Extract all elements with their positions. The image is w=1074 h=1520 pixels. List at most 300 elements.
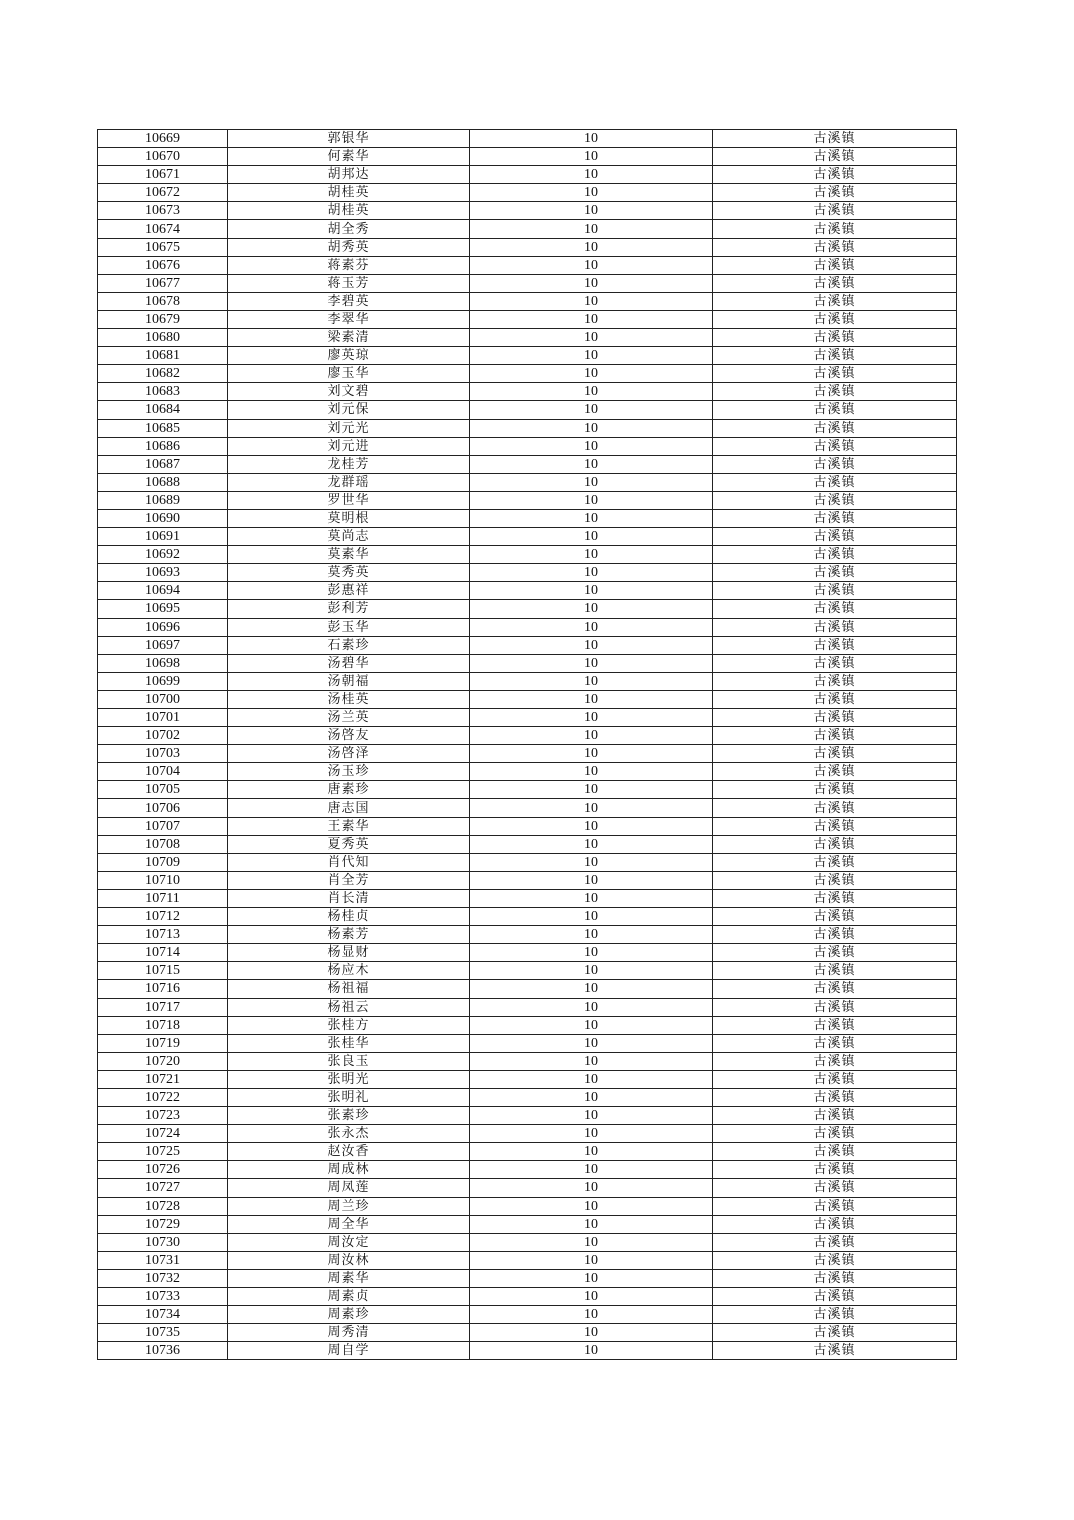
town-cell: 古溪镇 — [713, 491, 957, 509]
table-row — [98, 1233, 957, 1251]
person-name-cell: 莫素华 — [228, 546, 470, 564]
person-name-cell: 周自学 — [228, 1342, 470, 1360]
row-id-cell: 10701 — [98, 709, 228, 727]
person-name-cell: 王素华 — [228, 817, 470, 835]
person-name-cell: 汤玉珍 — [228, 763, 470, 781]
amount-cell: 10 — [470, 871, 713, 889]
table-row — [98, 1143, 957, 1161]
person-name-cell: 张良玉 — [228, 1052, 470, 1070]
table-row — [98, 1342, 957, 1360]
table-row — [98, 455, 957, 473]
amount-cell: 10 — [470, 256, 713, 274]
amount-cell: 10 — [470, 1107, 713, 1125]
table-row — [98, 853, 957, 871]
person-name-cell: 胡全秀 — [228, 220, 470, 238]
amount-cell: 10 — [470, 437, 713, 455]
amount-cell: 10 — [470, 184, 713, 202]
person-name-cell: 张素珍 — [228, 1107, 470, 1125]
table-row — [98, 148, 957, 166]
town-cell: 古溪镇 — [713, 202, 957, 220]
person-name-cell: 周兰珍 — [228, 1197, 470, 1215]
person-name-cell: 李翠华 — [228, 310, 470, 328]
table-row — [98, 745, 957, 763]
table-row — [98, 1070, 957, 1088]
amount-cell: 10 — [470, 1052, 713, 1070]
town-cell: 古溪镇 — [713, 853, 957, 871]
person-name-cell: 胡桂英 — [228, 184, 470, 202]
amount-cell: 10 — [470, 130, 713, 148]
town-cell: 古溪镇 — [713, 871, 957, 889]
amount-cell: 10 — [470, 1034, 713, 1052]
table-row — [98, 491, 957, 509]
town-cell: 古溪镇 — [713, 636, 957, 654]
town-cell: 古溪镇 — [713, 1269, 957, 1287]
amount-cell: 10 — [470, 690, 713, 708]
amount-cell: 10 — [470, 347, 713, 365]
person-name-cell: 杨显财 — [228, 944, 470, 962]
town-cell: 古溪镇 — [713, 1034, 957, 1052]
row-id-cell: 10728 — [98, 1197, 228, 1215]
town-cell: 古溪镇 — [713, 473, 957, 491]
table-row — [98, 835, 957, 853]
table-row — [98, 437, 957, 455]
amount-cell: 10 — [470, 1288, 713, 1306]
table-row — [98, 709, 957, 727]
town-cell: 古溪镇 — [713, 437, 957, 455]
row-id-cell: 10730 — [98, 1233, 228, 1251]
amount-cell: 10 — [470, 455, 713, 473]
amount-cell: 10 — [470, 1161, 713, 1179]
table-row — [98, 401, 957, 419]
amount-cell: 10 — [470, 582, 713, 600]
amount-cell: 10 — [470, 944, 713, 962]
amount-cell: 10 — [470, 1324, 713, 1342]
row-id-cell: 10670 — [98, 148, 228, 166]
town-cell: 古溪镇 — [713, 980, 957, 998]
row-id-cell: 10696 — [98, 618, 228, 636]
person-name-cell: 刘元光 — [228, 419, 470, 437]
town-cell: 古溪镇 — [713, 238, 957, 256]
town-cell: 古溪镇 — [713, 1324, 957, 1342]
town-cell: 古溪镇 — [713, 365, 957, 383]
person-name-cell: 何素华 — [228, 148, 470, 166]
town-cell: 古溪镇 — [713, 347, 957, 365]
town-cell: 古溪镇 — [713, 564, 957, 582]
amount-cell: 10 — [470, 1197, 713, 1215]
row-id-cell: 10723 — [98, 1107, 228, 1125]
person-name-cell: 胡秀英 — [228, 238, 470, 256]
row-id-cell: 10697 — [98, 636, 228, 654]
amount-cell: 10 — [470, 835, 713, 853]
row-id-cell: 10718 — [98, 1016, 228, 1034]
town-cell: 古溪镇 — [713, 292, 957, 310]
person-name-cell: 张桂方 — [228, 1016, 470, 1034]
person-name-cell: 彭玉华 — [228, 618, 470, 636]
town-cell: 古溪镇 — [713, 1179, 957, 1197]
table-row — [98, 1215, 957, 1233]
row-id-cell: 10681 — [98, 347, 228, 365]
person-name-cell: 胡邦达 — [228, 166, 470, 184]
person-name-cell: 肖全芳 — [228, 871, 470, 889]
row-id-cell: 10721 — [98, 1070, 228, 1088]
row-id-cell: 10704 — [98, 763, 228, 781]
person-name-cell: 汤碧华 — [228, 654, 470, 672]
table-row — [98, 690, 957, 708]
town-cell: 古溪镇 — [713, 401, 957, 419]
town-cell: 古溪镇 — [713, 889, 957, 907]
table-row — [98, 347, 957, 365]
table-row — [98, 528, 957, 546]
person-name-cell: 肖长清 — [228, 889, 470, 907]
row-id-cell: 10712 — [98, 908, 228, 926]
table-row — [98, 310, 957, 328]
table-row — [98, 546, 957, 564]
table-row — [98, 1107, 957, 1125]
person-name-cell: 杨应木 — [228, 962, 470, 980]
person-name-cell: 张桂华 — [228, 1034, 470, 1052]
town-cell: 古溪镇 — [713, 1288, 957, 1306]
table-row — [98, 1197, 957, 1215]
row-id-cell: 10679 — [98, 310, 228, 328]
row-id-cell: 10722 — [98, 1088, 228, 1106]
table-row — [98, 1288, 957, 1306]
row-id-cell: 10684 — [98, 401, 228, 419]
town-cell: 古溪镇 — [713, 256, 957, 274]
person-name-cell: 龙桂芳 — [228, 455, 470, 473]
row-id-cell: 10682 — [98, 365, 228, 383]
table-row — [98, 1088, 957, 1106]
town-cell: 古溪镇 — [713, 1107, 957, 1125]
town-cell: 古溪镇 — [713, 600, 957, 618]
table-row — [98, 582, 957, 600]
row-id-cell: 10716 — [98, 980, 228, 998]
row-id-cell: 10731 — [98, 1251, 228, 1269]
amount-cell: 10 — [470, 1125, 713, 1143]
amount-cell: 10 — [470, 401, 713, 419]
town-cell: 古溪镇 — [713, 1233, 957, 1251]
amount-cell: 10 — [470, 745, 713, 763]
person-name-cell: 唐志国 — [228, 799, 470, 817]
row-id-cell: 10708 — [98, 835, 228, 853]
row-id-cell: 10736 — [98, 1342, 228, 1360]
row-id-cell: 10698 — [98, 654, 228, 672]
table-row — [98, 1251, 957, 1269]
person-name-cell: 刘元保 — [228, 401, 470, 419]
row-id-cell: 10694 — [98, 582, 228, 600]
table-row — [98, 763, 957, 781]
amount-cell: 10 — [470, 274, 713, 292]
amount-cell: 10 — [470, 509, 713, 527]
person-name-cell: 汤啓泽 — [228, 745, 470, 763]
row-id-cell: 10672 — [98, 184, 228, 202]
amount-cell: 10 — [470, 817, 713, 835]
table-row — [98, 600, 957, 618]
amount-cell: 10 — [470, 618, 713, 636]
table-row — [98, 1269, 957, 1287]
amount-cell: 10 — [470, 148, 713, 166]
table-row — [98, 1052, 957, 1070]
person-name-cell: 汤朝福 — [228, 672, 470, 690]
table-row — [98, 238, 957, 256]
row-id-cell: 10700 — [98, 690, 228, 708]
town-cell: 古溪镇 — [713, 618, 957, 636]
amount-cell: 10 — [470, 727, 713, 745]
person-name-cell: 莫秀英 — [228, 564, 470, 582]
town-cell: 古溪镇 — [713, 1088, 957, 1106]
table-row — [98, 329, 957, 347]
row-id-cell: 10720 — [98, 1052, 228, 1070]
person-name-cell: 梁素清 — [228, 329, 470, 347]
row-id-cell: 10686 — [98, 437, 228, 455]
table-row — [98, 799, 957, 817]
amount-cell: 10 — [470, 310, 713, 328]
person-name-cell: 罗世华 — [228, 491, 470, 509]
table-row — [98, 672, 957, 690]
row-id-cell: 10685 — [98, 419, 228, 437]
row-id-cell: 10715 — [98, 962, 228, 980]
table-row — [98, 908, 957, 926]
row-id-cell: 10692 — [98, 546, 228, 564]
table-row — [98, 383, 957, 401]
person-name-cell: 李碧英 — [228, 292, 470, 310]
town-cell: 古溪镇 — [713, 690, 957, 708]
amount-cell: 10 — [470, 238, 713, 256]
table-row — [98, 1306, 957, 1324]
row-id-cell: 10678 — [98, 292, 228, 310]
row-id-cell: 10675 — [98, 238, 228, 256]
amount-cell: 10 — [470, 1251, 713, 1269]
town-cell: 古溪镇 — [713, 1161, 957, 1179]
amount-cell: 10 — [470, 365, 713, 383]
person-name-cell: 周全华 — [228, 1215, 470, 1233]
person-name-cell: 龙群瑶 — [228, 473, 470, 491]
amount-cell: 10 — [470, 962, 713, 980]
amount-cell: 10 — [470, 329, 713, 347]
town-cell: 古溪镇 — [713, 1197, 957, 1215]
table-row — [98, 256, 957, 274]
town-cell: 古溪镇 — [713, 130, 957, 148]
town-cell: 古溪镇 — [713, 709, 957, 727]
row-id-cell: 10711 — [98, 889, 228, 907]
table-row — [98, 889, 957, 907]
table-body — [98, 130, 957, 1360]
person-name-cell: 石素珍 — [228, 636, 470, 654]
amount-cell: 10 — [470, 1088, 713, 1106]
row-id-cell: 10674 — [98, 220, 228, 238]
person-name-cell: 蒋素芬 — [228, 256, 470, 274]
table-row — [98, 130, 957, 148]
person-name-cell: 周汝林 — [228, 1251, 470, 1269]
row-id-cell: 10732 — [98, 1269, 228, 1287]
town-cell: 古溪镇 — [713, 1070, 957, 1088]
row-id-cell: 10691 — [98, 528, 228, 546]
amount-cell: 10 — [470, 853, 713, 871]
row-id-cell: 10733 — [98, 1288, 228, 1306]
table-row — [98, 1034, 957, 1052]
table-row — [98, 654, 957, 672]
row-id-cell: 10717 — [98, 998, 228, 1016]
row-id-cell: 10680 — [98, 329, 228, 347]
table-row — [98, 220, 957, 238]
row-id-cell: 10673 — [98, 202, 228, 220]
data-table — [97, 129, 957, 1360]
amount-cell: 10 — [470, 564, 713, 582]
person-name-cell: 汤桂英 — [228, 690, 470, 708]
table-row — [98, 727, 957, 745]
amount-cell: 10 — [470, 1179, 713, 1197]
row-id-cell: 10671 — [98, 166, 228, 184]
amount-cell: 10 — [470, 528, 713, 546]
person-name-cell: 廖英琼 — [228, 347, 470, 365]
table-row — [98, 1179, 957, 1197]
table-row — [98, 1016, 957, 1034]
person-name-cell: 蒋玉芳 — [228, 274, 470, 292]
row-id-cell: 10693 — [98, 564, 228, 582]
row-id-cell: 10724 — [98, 1125, 228, 1143]
table-row — [98, 636, 957, 654]
row-id-cell: 10683 — [98, 383, 228, 401]
row-id-cell: 10690 — [98, 509, 228, 527]
amount-cell: 10 — [470, 908, 713, 926]
town-cell: 古溪镇 — [713, 672, 957, 690]
person-name-cell: 张明光 — [228, 1070, 470, 1088]
town-cell: 古溪镇 — [713, 763, 957, 781]
row-id-cell: 10719 — [98, 1034, 228, 1052]
amount-cell: 10 — [470, 998, 713, 1016]
town-cell: 古溪镇 — [713, 310, 957, 328]
amount-cell: 10 — [470, 926, 713, 944]
row-id-cell: 10709 — [98, 853, 228, 871]
table-row — [98, 1161, 957, 1179]
person-name-cell: 汤兰英 — [228, 709, 470, 727]
town-cell: 古溪镇 — [713, 582, 957, 600]
table-row — [98, 419, 957, 437]
town-cell: 古溪镇 — [713, 1125, 957, 1143]
row-id-cell: 10734 — [98, 1306, 228, 1324]
table-row — [98, 564, 957, 582]
town-cell: 古溪镇 — [713, 274, 957, 292]
table-row — [98, 202, 957, 220]
town-cell: 古溪镇 — [713, 962, 957, 980]
town-cell: 古溪镇 — [713, 383, 957, 401]
person-name-cell: 周素珍 — [228, 1306, 470, 1324]
table-row — [98, 944, 957, 962]
row-id-cell: 10705 — [98, 781, 228, 799]
person-name-cell: 周汝定 — [228, 1233, 470, 1251]
town-cell: 古溪镇 — [713, 908, 957, 926]
row-id-cell: 10689 — [98, 491, 228, 509]
table-row — [98, 184, 957, 202]
table-row — [98, 781, 957, 799]
amount-cell: 10 — [470, 202, 713, 220]
person-name-cell: 肖代知 — [228, 853, 470, 871]
amount-cell: 10 — [470, 980, 713, 998]
table-row — [98, 618, 957, 636]
town-cell: 古溪镇 — [713, 835, 957, 853]
amount-cell: 10 — [470, 672, 713, 690]
row-id-cell: 10688 — [98, 473, 228, 491]
town-cell: 古溪镇 — [713, 220, 957, 238]
town-cell: 古溪镇 — [713, 1016, 957, 1034]
amount-cell: 10 — [470, 889, 713, 907]
person-name-cell: 张永杰 — [228, 1125, 470, 1143]
row-id-cell: 10710 — [98, 871, 228, 889]
person-name-cell: 莫尚志 — [228, 528, 470, 546]
row-id-cell: 10695 — [98, 600, 228, 618]
town-cell: 古溪镇 — [713, 528, 957, 546]
amount-cell: 10 — [470, 781, 713, 799]
town-cell: 古溪镇 — [713, 1306, 957, 1324]
amount-cell: 10 — [470, 1143, 713, 1161]
row-id-cell: 10729 — [98, 1215, 228, 1233]
person-name-cell: 周秀清 — [228, 1324, 470, 1342]
person-name-cell: 张明礼 — [228, 1088, 470, 1106]
table-row — [98, 1324, 957, 1342]
amount-cell: 10 — [470, 799, 713, 817]
person-name-cell: 彭惠祥 — [228, 582, 470, 600]
row-id-cell: 10707 — [98, 817, 228, 835]
amount-cell: 10 — [470, 1016, 713, 1034]
town-cell: 古溪镇 — [713, 329, 957, 347]
row-id-cell: 10687 — [98, 455, 228, 473]
amount-cell: 10 — [470, 600, 713, 618]
person-name-cell: 周成林 — [228, 1161, 470, 1179]
town-cell: 古溪镇 — [713, 455, 957, 473]
row-id-cell: 10735 — [98, 1324, 228, 1342]
town-cell: 古溪镇 — [713, 1342, 957, 1360]
town-cell: 古溪镇 — [713, 727, 957, 745]
person-name-cell: 周素华 — [228, 1269, 470, 1287]
person-name-cell: 周素贞 — [228, 1288, 470, 1306]
person-name-cell: 胡桂英 — [228, 202, 470, 220]
row-id-cell: 10706 — [98, 799, 228, 817]
town-cell: 古溪镇 — [713, 998, 957, 1016]
amount-cell: 10 — [470, 709, 713, 727]
amount-cell: 10 — [470, 419, 713, 437]
person-name-cell: 廖玉华 — [228, 365, 470, 383]
person-name-cell: 唐素珍 — [228, 781, 470, 799]
town-cell: 古溪镇 — [713, 745, 957, 763]
town-cell: 古溪镇 — [713, 926, 957, 944]
row-id-cell: 10677 — [98, 274, 228, 292]
town-cell: 古溪镇 — [713, 781, 957, 799]
table-row — [98, 473, 957, 491]
amount-cell: 10 — [470, 292, 713, 310]
amount-cell: 10 — [470, 1269, 713, 1287]
amount-cell: 10 — [470, 473, 713, 491]
amount-cell: 10 — [470, 491, 713, 509]
table-row — [98, 1125, 957, 1143]
town-cell: 古溪镇 — [713, 148, 957, 166]
person-name-cell: 刘元进 — [228, 437, 470, 455]
town-cell: 古溪镇 — [713, 944, 957, 962]
person-name-cell: 莫明根 — [228, 509, 470, 527]
town-cell: 古溪镇 — [713, 509, 957, 527]
town-cell: 古溪镇 — [713, 419, 957, 437]
town-cell: 古溪镇 — [713, 166, 957, 184]
table-row — [98, 980, 957, 998]
person-name-cell: 赵汝香 — [228, 1143, 470, 1161]
person-name-cell: 夏秀英 — [228, 835, 470, 853]
person-name-cell: 杨桂贞 — [228, 908, 470, 926]
amount-cell: 10 — [470, 1215, 713, 1233]
person-name-cell: 刘文碧 — [228, 383, 470, 401]
amount-cell: 10 — [470, 546, 713, 564]
table-row — [98, 365, 957, 383]
row-id-cell: 10726 — [98, 1161, 228, 1179]
town-cell: 古溪镇 — [713, 184, 957, 202]
row-id-cell: 10714 — [98, 944, 228, 962]
